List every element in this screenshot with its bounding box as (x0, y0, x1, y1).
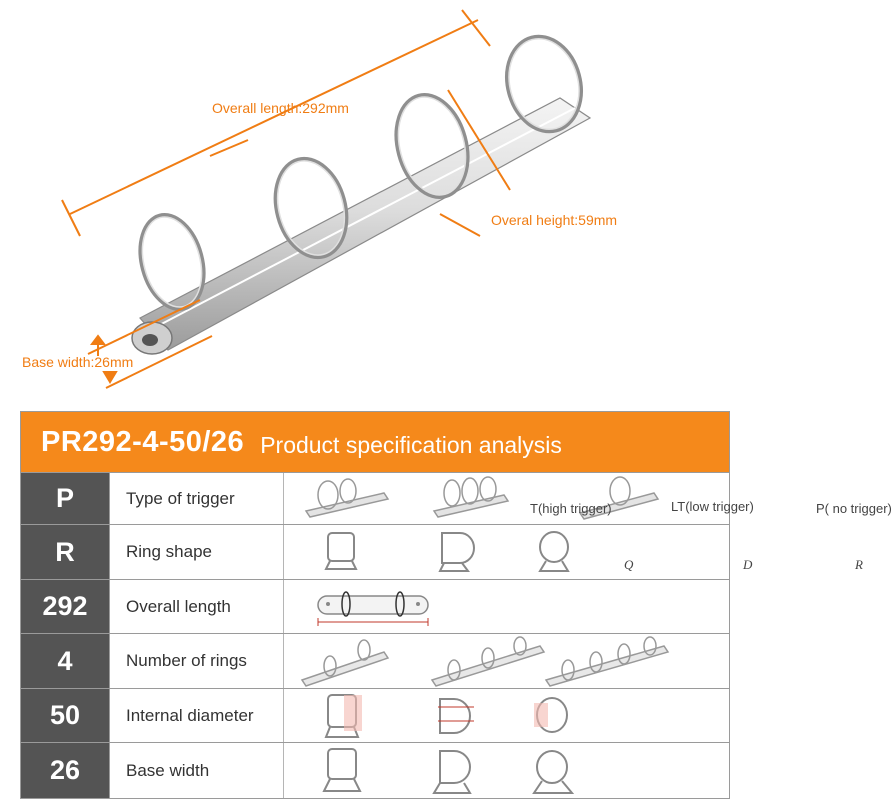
rings-count-illustration (284, 634, 729, 688)
ring-shape-illustrations (284, 525, 730, 580)
ring-binder-mechanism (0, 0, 750, 400)
spec-row-internal-diameter (21, 689, 729, 743)
trigger-options (284, 473, 892, 524)
trigger-option-t: T(high trigger) (530, 501, 612, 516)
base-width-label: Base width:26mm (22, 354, 134, 370)
spec-label: Ring shape (110, 525, 284, 579)
base-width-illustration (284, 743, 729, 798)
spec-code: P (21, 473, 110, 524)
spec-label: Number of rings (110, 634, 284, 688)
model-number: PR292-4-50/26 (41, 425, 245, 458)
spec-code: R (21, 525, 110, 579)
spec-code: 50 (21, 689, 110, 742)
spec-subtitle: Product specification analysis (260, 431, 562, 458)
spec-label: Type of trigger (110, 473, 284, 524)
rings-count-diagram (284, 634, 730, 689)
trigger-option-p: P( no trigger) (816, 501, 892, 516)
spec-code: 292 (21, 580, 110, 633)
spec-code: 26 (21, 743, 110, 798)
diameter-illustration (284, 689, 729, 742)
spec-row-base-width (21, 743, 729, 798)
spec-row-overall-length (21, 580, 729, 634)
spec-label: Overall length (110, 580, 284, 633)
binder-rings (131, 28, 592, 316)
ring-shape-options (284, 525, 863, 579)
ring-shape-q: Q (624, 557, 634, 572)
spec-label: Base width (110, 743, 284, 798)
trigger-option-lt: LT(low trigger) (671, 499, 754, 514)
overall-length-label: Overall length:292mm (212, 100, 349, 116)
trigger-illustrations (284, 473, 730, 525)
spec-row-ring-shape (21, 525, 863, 580)
length-diagram (284, 580, 730, 634)
length-illustration (284, 580, 729, 633)
spec-code: 4 (21, 634, 110, 688)
spec-table (20, 411, 892, 799)
spec-row-trigger (21, 473, 892, 525)
base-width-diagram (284, 743, 730, 798)
spec-label: Internal diameter (110, 689, 284, 742)
overall-height-label: Overal height:59mm (491, 212, 618, 228)
spec-table-header (21, 412, 729, 473)
spec-row-number-of-rings (21, 634, 729, 689)
diameter-diagram (284, 689, 730, 743)
ring-shape-d: D (743, 557, 753, 572)
ring-shape-r: R (855, 557, 863, 572)
product-illustration (0, 0, 750, 400)
